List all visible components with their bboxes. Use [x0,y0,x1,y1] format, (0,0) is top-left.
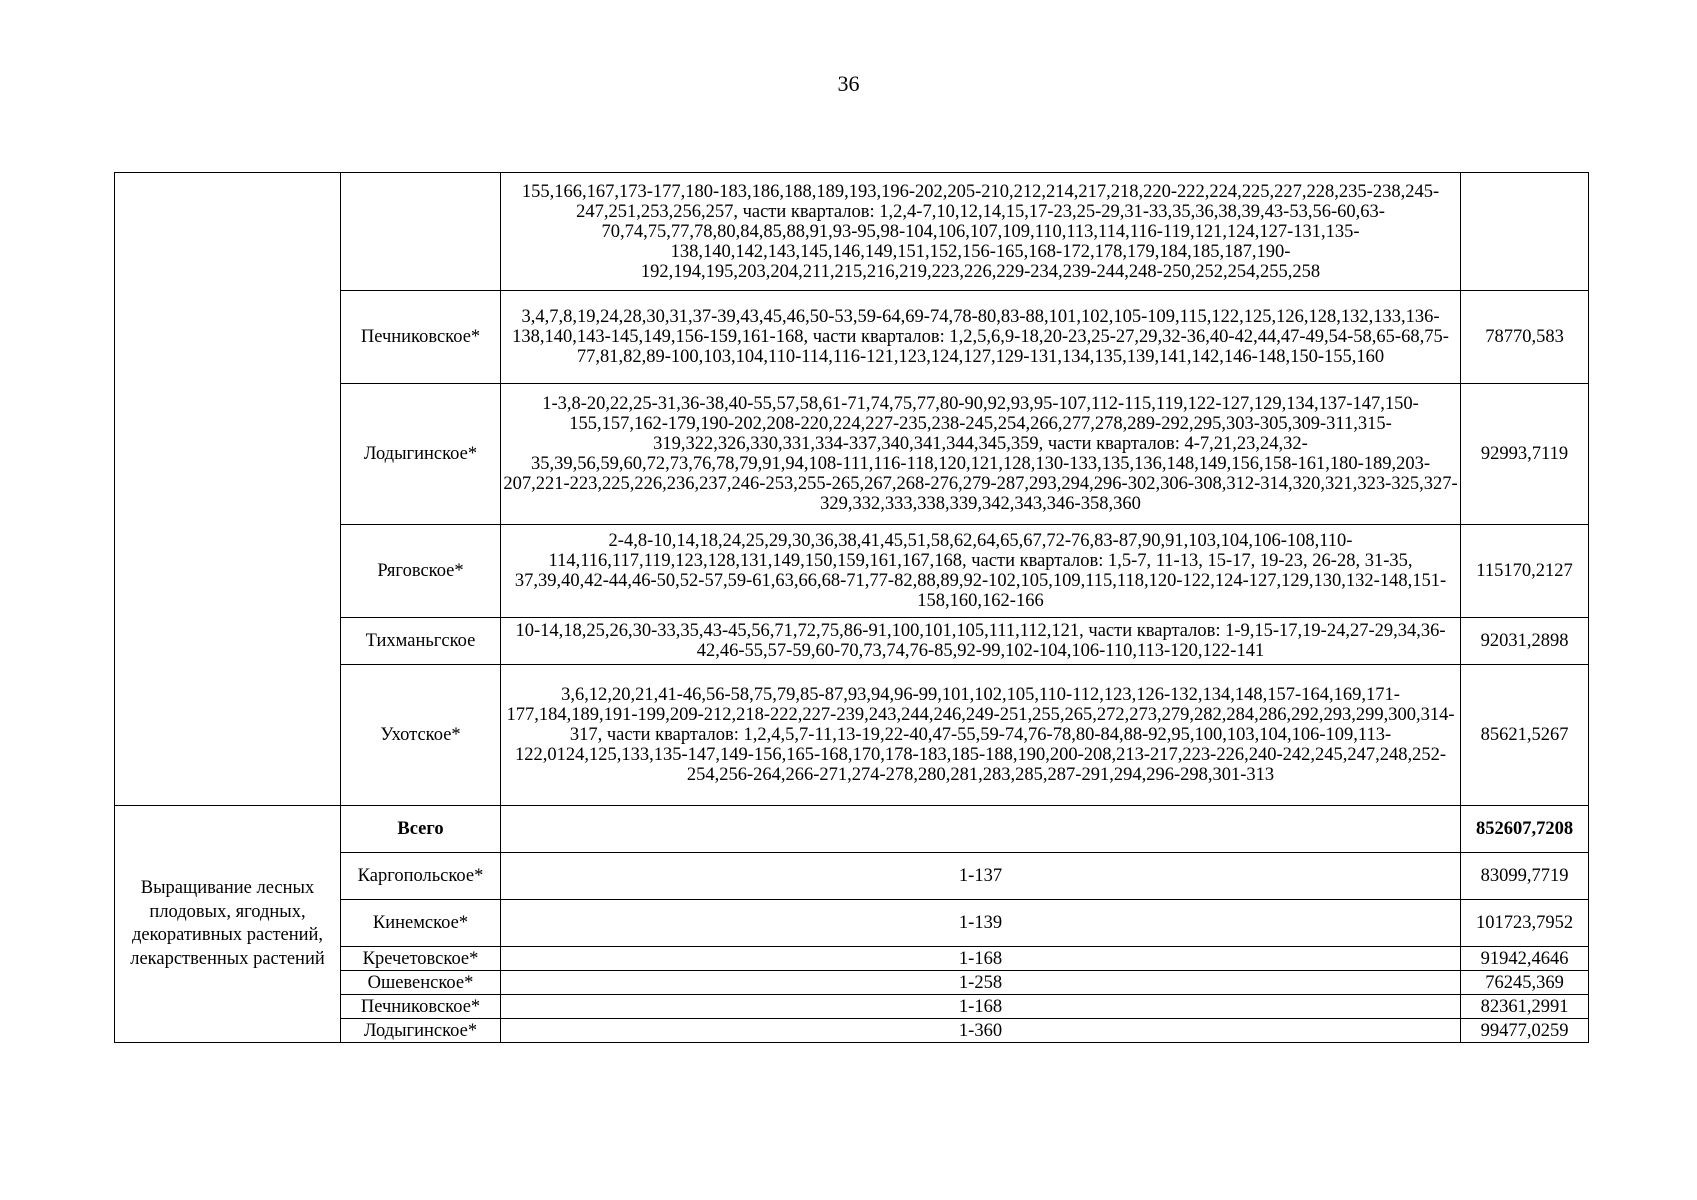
area-cell: 101723,7952 [1461,900,1589,947]
quarters-cell: 10-14,18,25,26,30-33,35,43-45,56,71,72,75,86-91,100,101,105,111,112,121, части кварталов: 1-9,15-17,19-24,27-29,34,36-42,46-55,57-59,60-70,73,74,76-85,92-99,102-104,106-110,113-120,122-141 [501,618,1461,665]
forestry-name-cell: Кречетовское* [341,947,501,971]
forestry-quarters-table [114,172,1589,1043]
area-cell: 85621,5267 [1461,665,1589,806]
quarters-cell: 1-168 [501,995,1461,1019]
quarters-cell: 1-3,8-20,22,25-31,36-38,40-55,57,58,61-71,74,75,77,80-90,92,93,95-107,112-115,119,122-127,129,134,137-147,150-155,157,162-179,190-202,208-220,224,227-235,238-245,254,266,277,278,289-292,295,303-305,309-311,315-319,322,326,330,331,334-337,340,341,344,345,359, части кварталов: 4-7,21,23,24,32-35,39,56,59,60,72,73,76,78,79,91,94,108-111,116-118,120,121,128,130-133,135,136,148,149,156,158-161,180-189,203-207,221-223,225,226,236,237,246-253,255-265,267,268-276,279-287,293,294,296-302,306-308,312-314,320,321,323-325,327-329,332,333,338,339,342,343,346-358,360 [501,384,1461,525]
forestry-name-cell: Печниковское* [341,995,501,1019]
quarters-cell: 1-360 [501,1019,1461,1043]
forestry-name-cell: Каргопольское* [341,853,501,900]
activity-kind-cell [115,173,341,806]
area-cell: 92031,2898 [1461,618,1589,665]
area-cell: 99477,0259 [1461,1019,1589,1043]
area-cell: 82361,2991 [1461,995,1589,1019]
area-cell: 92993,7119 [1461,384,1589,525]
forestry-name-cell: Тихманьгское [341,618,501,665]
forestry-name-cell: Лодыгинское* [341,384,501,525]
quarters-cell: 2-4,8-10,14,18,24,25,29,30,36,38,41,45,51,58,62,64,65,67,72-76,83-87,90,91,103,104,106-108,110-114,116,117,119,123,128,131,149,150,159,161,167,168, части кварталов: 1,5-7, 11-13, 15-17, 19-23, 26-28, 31-35, 37,39,40,42-44,46-50,52-57,59-61,63,66,68-71,77-82,88,89,92-102,105,109,115,118,120-122,124-127,129,130,132-148,151-158,160,162-166 [501,525,1461,618]
page-number: 36 [837,71,860,96]
table-row [115,173,1589,291]
quarters-cell: 3,6,12,20,21,41-46,56-58,75,79,85-87,93,94,96-99,101,102,105,110-112,123,126-132,134,148,157-164,169,171-177,184,189,191-199,209-212,218-222,227-239,243,244,246,249-251,255,265,272,273,279,282,284,286,292,293,299,300,314-317, части кварталов: 1,2,4,5,7-11,13-19,22-40,47-55,59-74,76-78,80-84,88-92,95,100,103,104,106-109,113-122,0124,125,133,135-147,149-156,165-168,170,178-183,185-188,190,200-208,213-217,223-226,240-242,245,247,248,252-254,256-264,266-271,274-278,280,281,283,285,287-291,294,296-298,301-313 [501,665,1461,806]
area-cell: 91942,4646 [1461,947,1589,971]
activity-kind-cell: Выращивание лесных плодовых, ягодных, декоративных растений, лекарственных растений [115,806,341,1043]
forestry-name-cell [341,173,501,291]
table-row-total [115,806,1589,853]
forestry-name-cell: Печниковское* [341,291,501,384]
quarters-cell: 1-139 [501,900,1461,947]
forestry-name-cell: Лодыгинское* [341,1019,501,1043]
quarters-cell: 3,4,7,8,19,24,28,30,31,37-39,43,45,46,50-53,59-64,69-74,78-80,83-88,101,102,105-109,115,122,125,126,128,132,133,136-138,140,143-145,149,156-159,161-168, части кварталов: 1,2,5,6,9-18,20-23,25-27,29,32-36,40-42,44,47-49,54-58,65-68,75-77,81,82,89-100,103,104,110-114,116-121,123,124,127,129-131,134,135,139,141,142,146-148,150-155,160 [501,291,1461,384]
area-cell: 78770,583 [1461,291,1589,384]
forestry-name-cell: Ряговское* [341,525,501,618]
quarters-cell: 1-137 [501,853,1461,900]
quarters-cell: 1-258 [501,971,1461,995]
forestry-name-cell: Ошевенское* [341,971,501,995]
forestry-name-cell: Кинемское* [341,900,501,947]
total-label-cell: Всего [341,806,501,853]
quarters-cell: 1-168 [501,947,1461,971]
total-area-cell: 852607,7208 [1461,806,1589,853]
total-quarters-cell [501,806,1461,853]
quarters-cell: 155,166,167,173-177,180-183,186,188,189,193,196-202,205-210,212,214,217,218,220-222,224,225,227,228,235-238,245-247,251,253,256,257, части кварталов: 1,2,4-7,10,12,14,15,17-23,25-29,31-33,35,36,38,39,43-53,56-60,63-70,74,75,77,78,80,84,85,88,91,93-95,98-104,106,107,109,110,113,114,116-119,121,124,127-131,135-138,140,142,143,145,146,149,151,152,156-165,168-172,178,179,184,185,187,190-192,194,195,203,204,211,215,216,219,223,226,229-234,239-244,248-250,252,254,255,258 [501,173,1461,291]
area-cell: 115170,2127 [1461,525,1589,618]
forestry-name-cell: Ухотское* [341,665,501,806]
area-cell [1461,173,1589,291]
area-cell: 83099,7719 [1461,853,1589,900]
area-cell: 76245,369 [1461,971,1589,995]
